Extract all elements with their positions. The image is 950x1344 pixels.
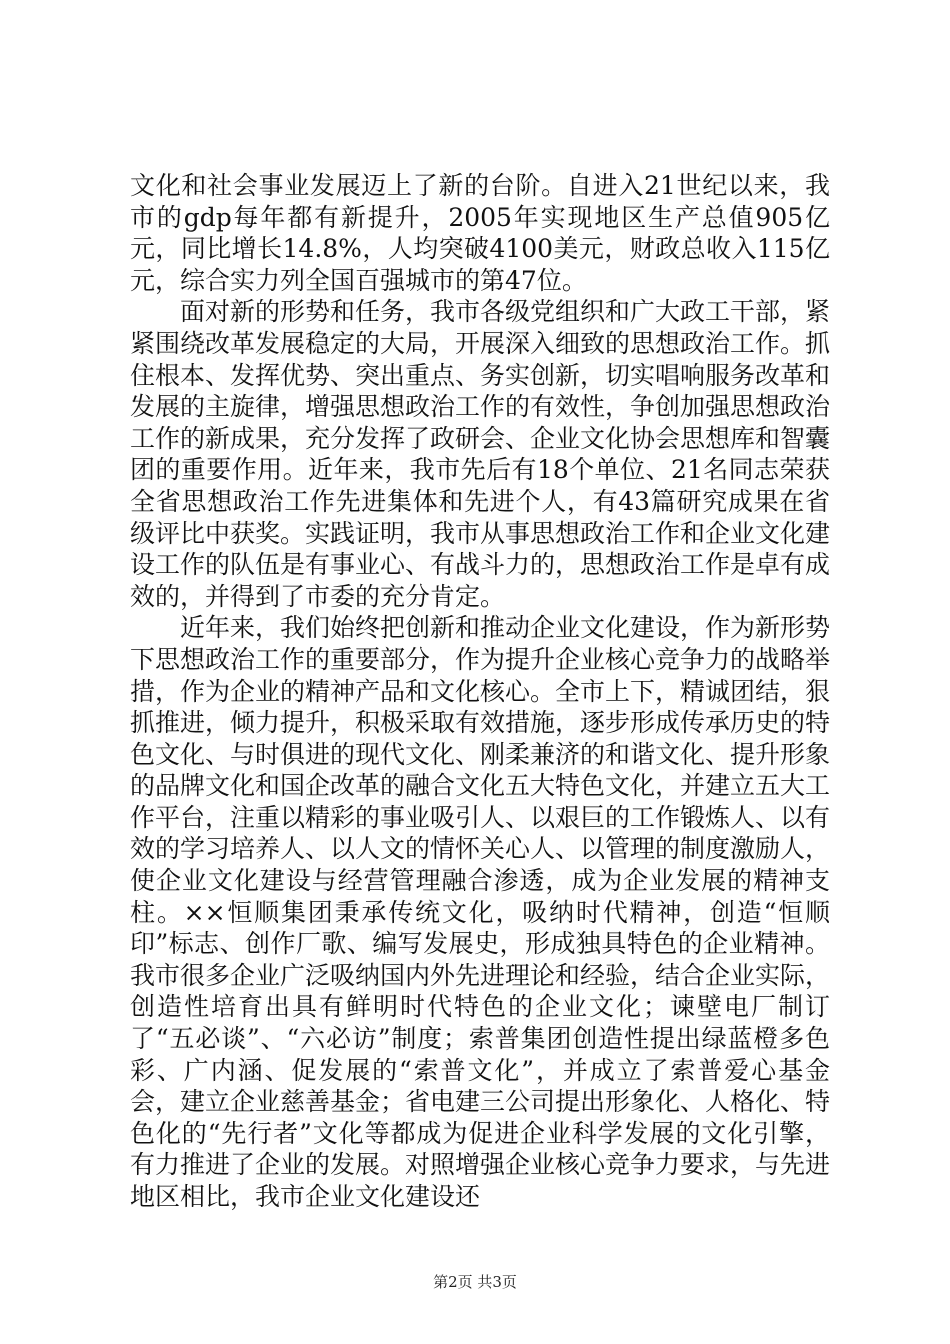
paragraph-continuation: 文化和社会事业发展迈上了新的台阶。自进入21世纪以来，我市的gdp每年都有新提升，2005年实现地区生产总值905亿元，同比增长14.8%，人均突破4100美元，财政总收入115亿元，综合实力列全国百强城市的第47位。 [130, 171, 830, 295]
page-footer: 第2页 共3页 [433, 1273, 517, 1291]
document-body [130, 170, 830, 1213]
paragraph-enterprise-culture: 近年来，我们始终把创新和推动企业文化建设，作为新形势下思想政治工作的重要部分，作为提升企业核心竞争力的战略举措，作为企业的精神产品和文化核心。全市上下，精诚团结，狠抓推进，倾力提升，积极采取有效措施，逐步形成传承历史的特色文化、与时俱进的现代文化、刚柔兼济的和谐文化、提升形象的品牌文化和国企改革的融合文化五大特色文化，并建立五大工作平台，注重以精彩的事业吸引人、以艰巨的工作锻炼人、以有效的学习培养人、以人文的情怀关心人、以管理的制度激励人，使企业文化建设与经营管理融合渗透，成为企业发展的精神支柱。××恒顺集团秉承传统文化，吸纳时代精神，创造“恒顺印”标志、创作厂歌、编写发展史，形成独具特色的企业精神。我市很多企业广泛吸纳国内外先进理论和经验，结合企业实际，创造性培育出具有鲜明时代特色的企业文化；谏壁电厂制订了“五必谈”、“六必访”制度；索普集团创造性提出绿蓝橙多色彩、广内涵、促发展的“索普文化”，并成立了索普爱心基金会，建立企业慈善基金；省电建三公司提出形象化、人格化、特色化的“先行者”文化等都成为促进企业科学发展的文化引擎，有力推进了企业的发展。对照增强企业核心竞争力要求，与先进地区相比，我市企业文化建设还 [130, 613, 831, 1211]
paragraph-situation-and-tasks: 面对新的形势和任务，我市各级党组织和广大政工干部，紧紧围绕改革发展稳定的大局，开展深入细致的思想政治工作。抓住根本、发挥优势、突出重点、务实创新，切实唱响服务改革和发展的主旋律，增强思想政治工作的有效性，争创加强思想政治工作的新成果，充分发挥了政研会、企业文化协会思想库和智囊团的重要作用。近年来，我市先后有18个单位、21名同志荣获全省思想政治工作先进集体和先进个人，有43篇研究成果在省级评比中获奖。实践证明，我市从事思想政治工作和企业文化建设工作的队伍是有事业心、有战斗力的，思想政治工作是卓有成效的，并得到了市委的充分肯定。 [130, 297, 831, 611]
